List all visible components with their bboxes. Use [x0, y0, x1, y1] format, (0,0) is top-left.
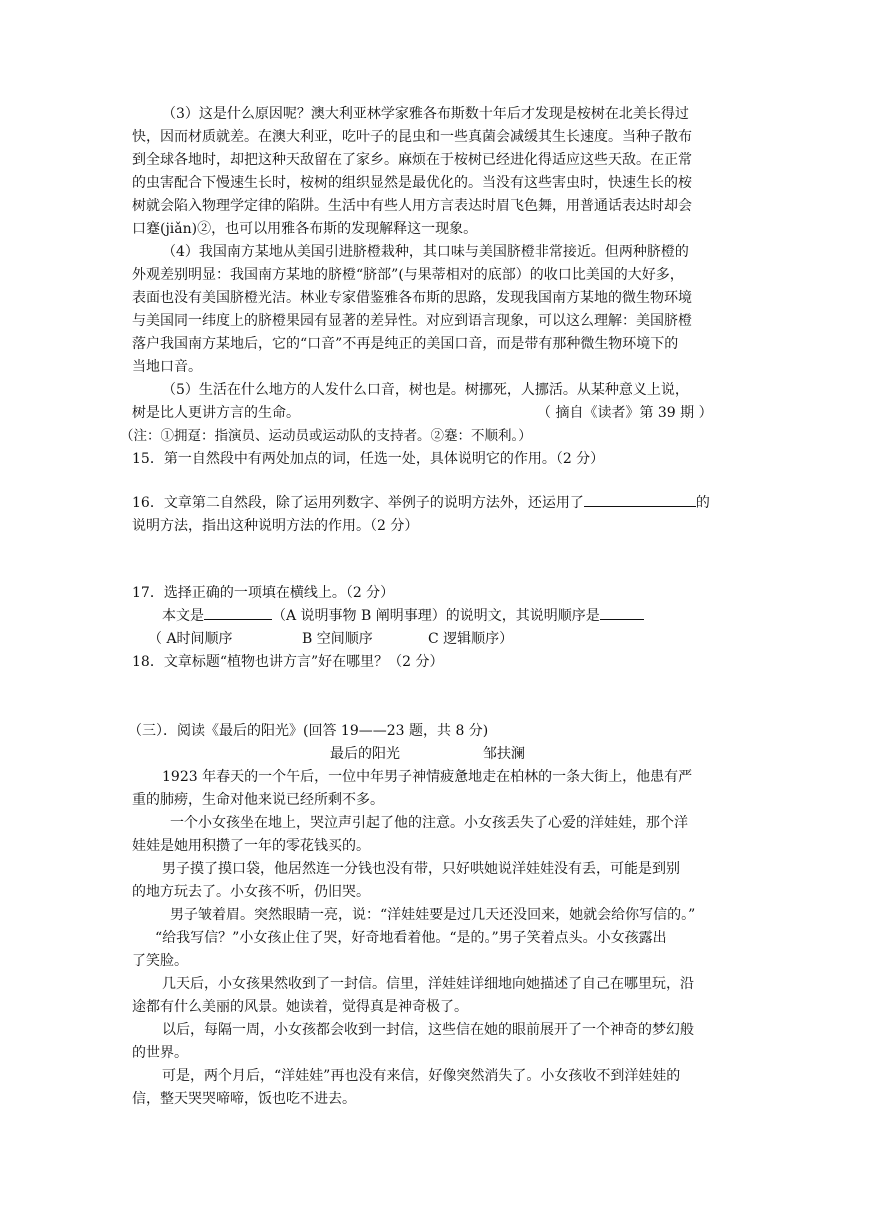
question-16-line-1	[132, 492, 710, 514]
source-citation: （ 摘自《读者》第 39 期 ）	[537, 405, 713, 421]
section-3-heading: （三）．阅读《最后的阳光》(回答 19——23 题，共 8 分)	[128, 723, 489, 739]
p4-line-4: 与美国同一纬度上的脐橙果园有显著的差异性。对应到语言现象，可以这么理解：美国脐橙	[132, 313, 692, 329]
question-16-text: 16．文章第二自然段，除了运用列数字、举例子的说明方法外，还运用了	[132, 495, 584, 511]
question-17-line	[162, 605, 644, 627]
p3-line-2: 快，因而材质就差。在澳大利亚，吃叶子的昆虫和一些真菌会减缓其生长速度。当种子散布	[132, 129, 692, 145]
answer-blank-17b[interactable]	[600, 605, 644, 620]
p3-line-1: （3）这是什么原因呢？澳大利亚林学家雅各布斯数十年后才发现是桉树在北美长得过	[162, 106, 689, 122]
footnote: （注：①拥趸：指演员、运动员或运动队的支持者。②蹇：不顺利。）	[120, 428, 532, 444]
story-author: 邹扶澜	[483, 746, 525, 762]
story-p8-line-1: 可是，两个月后，“洋娃娃”再也没有来信，好像突然消失了。小女孩收不到洋娃娃的	[162, 1068, 681, 1084]
p4-line-3: 表面也没有美国脐橙光洁。林业专家借鉴雅各布斯的思路，发现我国南方某地的微生物环境	[132, 290, 692, 306]
option-b: B 空间顺序	[302, 631, 373, 647]
question-18: 18．文章标题“植物也讲方言”好在哪里？（2 分）	[132, 654, 444, 670]
option-c: C 逻辑顺序）	[428, 631, 514, 647]
question-16-suffix: 的	[695, 495, 710, 511]
story-p1-line-1: 1923 年春天的一个午后，一位中年男子神情疲惫地走在柏林的一条大街上，他患有严	[162, 769, 693, 785]
story-p7-line-2: 的世界。	[132, 1045, 188, 1061]
answer-blank-16[interactable]	[584, 492, 696, 507]
story-p5-line-2: 了笑脸。	[132, 953, 188, 969]
p5-line-2: 树是比人更讲方言的生命。	[132, 405, 300, 421]
story-p4-line-1: 男子皱着眉。突然眼睛一亮，说：“洋娃娃要是过几天还没回来，她就会给你写信的。”	[170, 907, 696, 923]
story-p5-line-1: “给我写信？”小女孩止住了哭，好奇地看着他。“是的。”男子笑着点头。小女孩露出	[155, 930, 667, 946]
story-title: 最后的阳光	[330, 746, 400, 762]
option-a: （ A时间顺序	[148, 631, 233, 647]
story-p7-line-1: 以后，每隔一周，小女孩都会收到一封信，这些信在她的眼前展开了一个神奇的梦幻般	[162, 1022, 694, 1038]
question-15: 15．第一自然段中有两处加点的词，任选一处，具体说明它的作用。（2 分）	[132, 451, 605, 467]
story-p2-line-1: 一个小女孩坐在地上，哭泣声引起了他的注意。小女孩丢失了心爱的洋娃娃，那个洋	[170, 815, 688, 831]
p4-line-6: 当地口音。	[132, 359, 202, 375]
answer-blank-17a[interactable]	[204, 605, 272, 620]
story-p6-line-2: 途都有什么美丽的风景。她读着，觉得真是神奇极了。	[132, 999, 468, 1015]
story-p1-line-2: 重的肺痨，生命对他来说已经所剩不多。	[132, 792, 384, 808]
question-17-title: 17．选择正确的一项填在横线上。（2 分）	[132, 585, 395, 601]
p3-line-5: 树就会陷入物理学定律的陷阱。生活中有些人用方言表达时眉飞色舞，用普通话表达时却会	[132, 198, 692, 214]
question-16-line-2: 说明方法，指出这种说明方法的作用。（2 分）	[132, 518, 419, 534]
p3-line-3: 到全球各地时，却把这种天敌留在了家乡。麻烦在于桉树已经进化得适应这些天敌。在正常	[132, 152, 692, 168]
p3-line-4: 的虫害配合下慢速生长时，桉树的组织显然是最优化的。当没有这些害虫时，快速生长的桉	[132, 175, 692, 191]
question-17-lead: 本文是	[162, 608, 204, 624]
story-p3-line-1: 男子摸了摸口袋，他居然连一分钱也没有带，只好哄她说洋娃娃没有丢，可能是到别	[162, 861, 680, 877]
p4-line-5: 落户我国南方某地后，它的“口音”不再是纯正的美国口音，而是带有那种微生物环境下的	[132, 336, 679, 352]
p4-line-2: 外观差别明显：我国南方某地的脐橙“脐部”(与果蒂相对的底部）的收口比美国的大好多，	[132, 267, 684, 283]
p4-line-1: （4）我国南方某地从美国引进脐橙栽种，其口味与美国脐橙非常接近。但两种脐橙的	[162, 244, 689, 260]
p5-line-1: （5）生活在什么地方的人发什么口音，树也是。树挪死，人挪活。从某种意义上说，	[162, 382, 689, 398]
story-p8-line-2: 信，整天哭哭啼啼，饭也吃不进去。	[132, 1091, 356, 1107]
question-17-text: （A 说明事物 B 阐明事理）的说明文，其说明顺序是	[272, 608, 600, 624]
story-p3-line-2: 的地方玩去了。小女孩不听，仍旧哭。	[132, 884, 370, 900]
story-p6-line-1: 几天后，小女孩果然收到了一封信。信里，洋娃娃详细地向她描述了自己在哪里玩，沿	[162, 976, 694, 992]
story-p2-line-2: 娃娃是她用积攒了一年的零花钱买的。	[132, 838, 370, 854]
p3-line-6: 口蹇(jiǎn)②，也可以用雅各布斯的发现解释这一现象。	[132, 221, 478, 237]
